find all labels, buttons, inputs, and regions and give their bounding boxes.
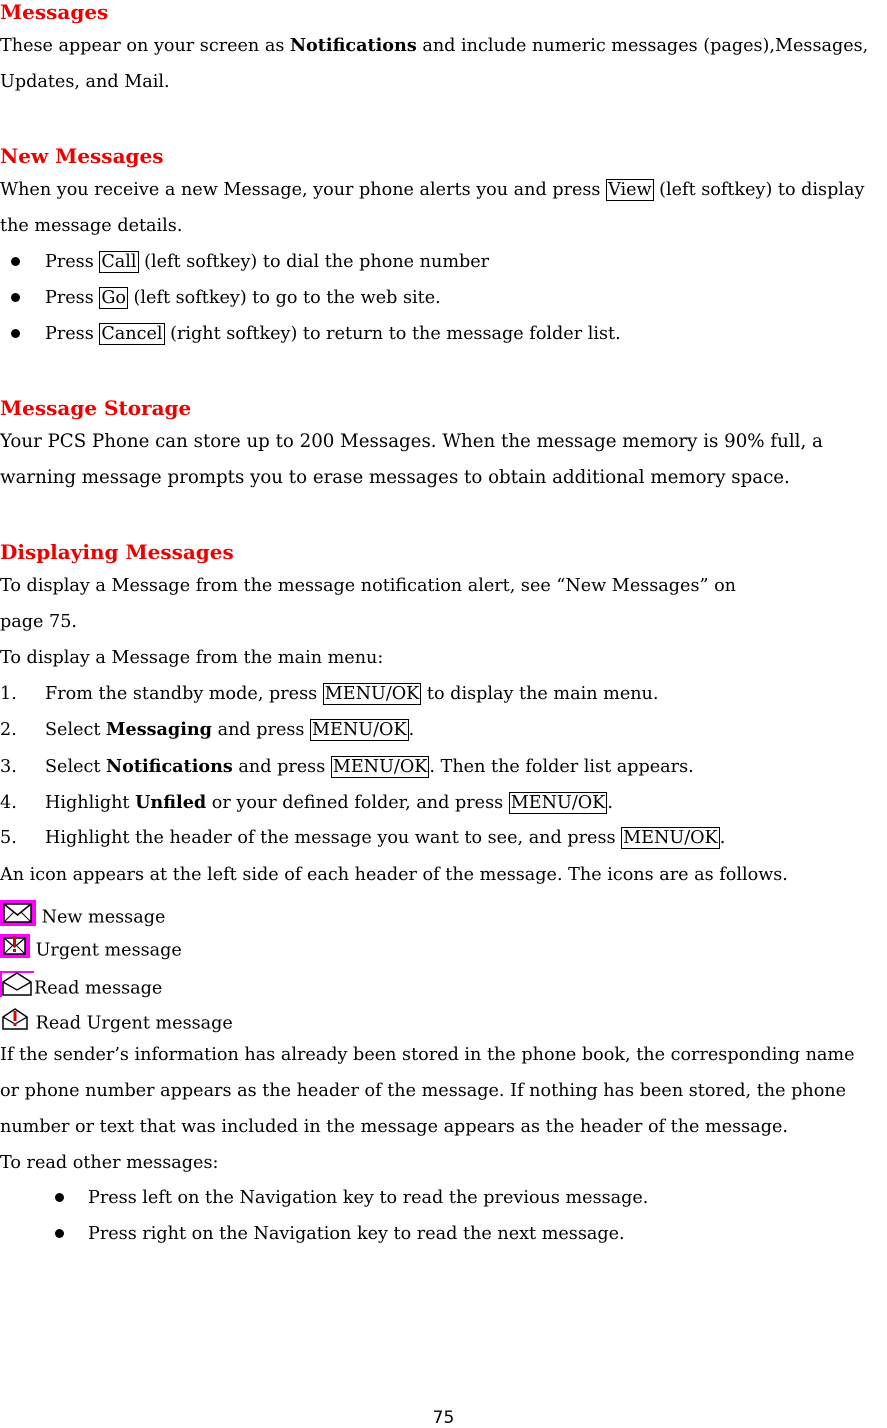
- step-5: 5. Highlight the header of the message you want to see, and press MENU/OK .: [0, 828, 726, 848]
- view-key: View: [608, 180, 652, 200]
- icons-intro: An icon appears at the left side of each header of the message. The icons are as follows.: [0, 865, 788, 885]
- cancel-key: Cancel: [101, 324, 163, 344]
- storage-line-1: Your PCS Phone can store up to 200 Messages. When the message memory is 90% full, a: [0, 431, 823, 452]
- legend-new-message: New message: [0, 900, 165, 935]
- bullet-icon: [11, 293, 20, 302]
- messages-text-line-1: These appear on your screen as Notifications and include numeric messages (pages),Messages,: [0, 35, 869, 56]
- legend-read-message: Read message: [0, 971, 162, 1006]
- bullet-icon: [11, 257, 20, 266]
- new-messages-line-2: the message details.: [0, 216, 183, 236]
- messages-text-line-2: Updates, and Mail.: [0, 72, 170, 92]
- bullet-call: Press Call (left softkey) to dial the phone number: [45, 252, 490, 272]
- page-number: 75: [432, 1408, 455, 1428]
- new-message-icon: [0, 900, 36, 935]
- read-other-intro: To read other messages:: [0, 1153, 219, 1173]
- sender-info-line-3: number or text that was included in the message appears as the header of the message.: [0, 1117, 788, 1137]
- nav-bullet-next: Press right on the Navigation key to read the next message.: [88, 1224, 625, 1244]
- step-1: 1. From the standby mode, press MENU/OK to display the main menu.: [0, 684, 659, 704]
- displaying-line-3: To display a Message from the main menu:: [0, 648, 384, 668]
- bullet-icon: [11, 329, 20, 338]
- heading-new-messages: New Messages: [0, 144, 164, 168]
- heading-message-storage: Message Storage: [0, 396, 192, 420]
- bullet-icon: [55, 1229, 64, 1238]
- step-3: 3. Select Notifications and press MENU/OK . Then the folder list appears.: [0, 756, 694, 777]
- read-message-icon: [0, 971, 34, 1006]
- go-key: Go: [101, 288, 126, 308]
- sender-info-line-2: or phone number appears as the header of the message. If nothing has been stored, the phone: [0, 1081, 847, 1101]
- new-messages-line-1: When you receive a new Message, your phone alerts you and press View (left softkey) to display: [0, 180, 865, 200]
- heading-displaying-messages: Displaying Messages: [0, 540, 234, 564]
- urgent-message-icon: [0, 934, 30, 967]
- bullet-cancel: Press Cancel (right softkey) to return to the message folder list.: [45, 324, 621, 344]
- bullet-go: Press Go (left softkey) to go to the web site.: [45, 288, 441, 308]
- nav-bullet-previous: Press left on the Navigation key to read the previous message.: [88, 1188, 649, 1208]
- step-2: 2. Select Messaging and press MENU/OK .: [0, 719, 415, 740]
- sender-info-line-1: If the sender’s information has already been stored in the phone book, the corresponding name: [0, 1045, 855, 1065]
- legend-read-urgent-message: Read Urgent message: [0, 1007, 233, 1040]
- step-4: 4. Highlight Unfiled or your defined folder, and press MENU/OK .: [0, 792, 613, 813]
- bullet-icon: [55, 1193, 64, 1202]
- displaying-line-2: page 75.: [0, 612, 77, 632]
- read-urgent-message-icon: [0, 1007, 30, 1040]
- storage-line-2: warning message prompts you to erase messages to obtain additional memory space.: [0, 467, 790, 488]
- displaying-line-1: To display a Message from the message notification alert, see “New Messages” on: [0, 576, 736, 596]
- legend-urgent-message: Urgent message: [0, 934, 182, 967]
- heading-messages: Messages: [0, 0, 109, 24]
- call-key: Call: [101, 252, 137, 272]
